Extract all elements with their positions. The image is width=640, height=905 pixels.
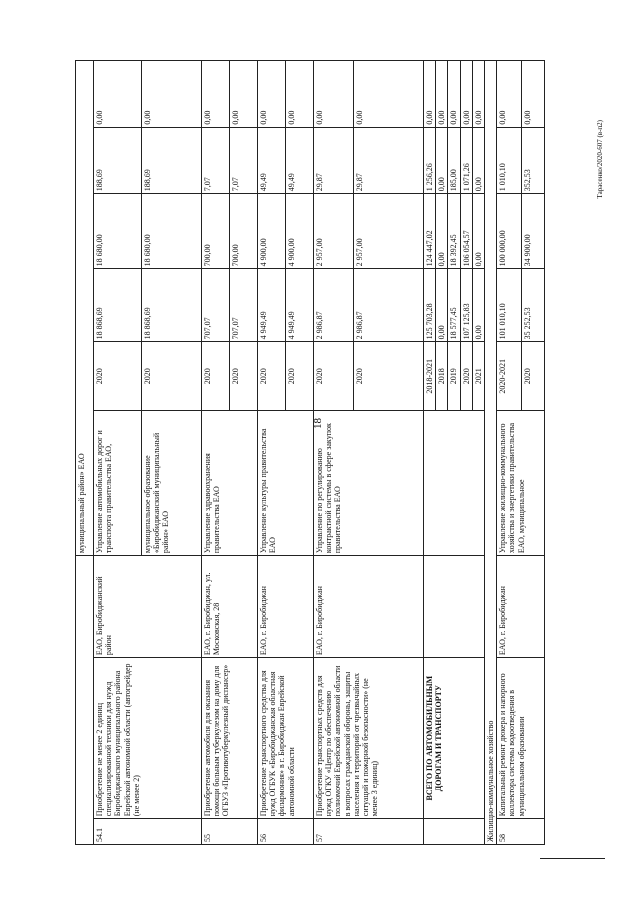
amount-federal: 0,00 — [436, 194, 448, 269]
row-number: 58 — [497, 819, 545, 845]
amount-other: 0,00 — [448, 61, 460, 128]
amount-federal: 18 680,00 — [94, 194, 142, 269]
amount-other: 0,00 — [142, 61, 202, 128]
section-row — [484, 61, 496, 845]
row-number: 56 — [258, 819, 314, 845]
amount-federal: 2 957,00 — [354, 194, 424, 269]
amount-federal: 124 447,02 — [424, 194, 436, 269]
table-row — [258, 61, 286, 845]
year: 2020 — [460, 342, 472, 411]
amount-other: 0,00 — [436, 61, 448, 128]
executor: Управление по регулированию контрактной системы в сфере закупок правительства ЕАО — [314, 411, 424, 556]
page-number: 18 — [312, 418, 324, 429]
amount-total: 707,07 — [202, 269, 230, 342]
amount-federal: 0,00 — [472, 194, 484, 269]
amount-total: 107 125,83 — [460, 269, 472, 342]
section-header-continued: муниципальный район» ЕАО — [76, 61, 94, 556]
year: 2018 — [436, 342, 448, 411]
amount-total: 0,00 — [472, 269, 484, 342]
amount-total: 4 949,49 — [258, 269, 286, 342]
measure-name: Приобретение автомобиля для оказания помощи больным туберкулезом на дому для ОГБУЗ «Противотуберкулезный диспансер» — [202, 658, 258, 819]
year: 2020 — [94, 342, 142, 411]
amount-federal: 4 900,00 — [286, 194, 314, 269]
amount-total: 707,07 — [230, 269, 258, 342]
measure-name: Приобретение транспортных средств для нужд ОГКУ «Центр по обеспечению полномочий Еврейской автономной области в вопросах гражданской обороны, защиты населения и территорий от чрезвычайных ситуаций и пожарной безопасности» (не менее 3 единиц) — [314, 658, 424, 819]
amount-regional: 29,87 — [314, 127, 354, 194]
amount-regional: 352,53 — [522, 127, 545, 194]
amount-regional: 7,07 — [230, 127, 258, 194]
executor: Управление здравоохранения правительства ЕАО — [202, 411, 258, 556]
executor: Управление культуры правительства ЕАО — [258, 411, 314, 556]
amount-other: 0,00 — [94, 61, 142, 128]
amount-other: 0,00 — [230, 61, 258, 128]
executor: муниципальное образование «Биробиджанский муниципальный район» ЕАО — [142, 411, 202, 556]
amount-regional: 0,00 — [472, 127, 484, 194]
amount-other: 0,00 — [460, 61, 472, 128]
measure-name: Приобретение не менее 2 единиц специализированной техники для нужд Биробиджанского муниципального района Еврейской автономной области (автогрейдер (не менее 2) — [94, 658, 202, 819]
amount-other: 0,00 — [258, 61, 286, 128]
amount-total: 4 949,49 — [286, 269, 314, 342]
amount-total: 101 010,10 — [497, 269, 522, 342]
table-row — [76, 61, 94, 845]
table-row — [202, 61, 230, 845]
measure-name: Капитальный ремонт дюкера и напорного коллектора системы водоотведения в муниципальном образовании — [497, 658, 545, 819]
measure-name: Приобретение транспортного средства для нужд ОГБУК «Биробиджанская областная филармония» в г. Биробиджан Еврейской автономной области — [258, 658, 314, 819]
amount-federal: 106 054,57 — [460, 194, 472, 269]
amount-regional: 0,00 — [436, 127, 448, 194]
executor: Управление автомобильных дорог и транспорта правительства ЕАО, — [94, 411, 142, 556]
table-viewport — [75, 60, 533, 845]
amount-total: 2 986,87 — [354, 269, 424, 342]
year: 2020 — [314, 342, 354, 411]
amount-regional: 49,49 — [286, 127, 314, 194]
amount-total: 18 868,69 — [94, 269, 142, 342]
year: 2020 — [286, 342, 314, 411]
year: 2020 — [258, 342, 286, 411]
amount-total: 2 986,87 — [314, 269, 354, 342]
amount-other: 0,00 — [314, 61, 354, 128]
amount-other: 0,00 — [522, 61, 545, 128]
year: 2020 — [354, 342, 424, 411]
program-table — [75, 60, 545, 845]
table-row — [497, 61, 522, 845]
year: 2018-2021 — [424, 342, 436, 411]
amount-total: 125 703,28 — [424, 269, 436, 342]
location: ЕАО, г. Биробиджан, ул. Московская, 28 — [202, 556, 258, 658]
amount-total: 0,00 — [436, 269, 448, 342]
amount-federal: 2 957,00 — [314, 194, 354, 269]
year: 2021 — [472, 342, 484, 411]
amount-other: 0,00 — [424, 61, 436, 128]
year: 2019 — [448, 342, 460, 411]
amount-federal: 700,00 — [230, 194, 258, 269]
year: 2020 — [522, 342, 545, 411]
amount-other: 0,00 — [497, 61, 522, 128]
year: 2020-2021 — [497, 342, 522, 411]
page-footer-code: Тарасенко/2020-607 (в-п2) — [596, 120, 604, 199]
location: ЕАО, г. Биробиджан — [314, 556, 424, 658]
amount-federal: 100 000,00 — [497, 194, 522, 269]
amount-other: 0,00 — [286, 61, 314, 128]
amount-federal: 18 680,00 — [142, 194, 202, 269]
amount-other: 0,00 — [472, 61, 484, 128]
row-number: 54.1 — [94, 819, 202, 845]
total-label: ВСЕГО ПО АВТОМОБИЛЬНЫМ ДОРОГАМ И ТРАНСПОРТУ — [424, 658, 485, 819]
amount-regional: 1 071,26 — [460, 127, 472, 194]
amount-total: 18 868,69 — [142, 269, 202, 342]
location: ЕАО, г. Биробиджан — [258, 556, 314, 658]
executor: Управление жилищно-коммунального хозяйства и энергетики правительства ЕАО, муниципальное — [497, 411, 545, 556]
year: 2020 — [230, 342, 258, 411]
year: 2020 — [142, 342, 202, 411]
amount-total: 35 252,53 — [522, 269, 545, 342]
amount-federal: 34 900,00 — [522, 194, 545, 269]
amount-total: 18 577,45 — [448, 269, 460, 342]
amount-regional: 7,07 — [202, 127, 230, 194]
year: 2020 — [202, 342, 230, 411]
amount-regional: 49,49 — [258, 127, 286, 194]
amount-regional: 29,87 — [354, 127, 424, 194]
section-title: Жилищно-коммунальное хозяйство — [484, 61, 496, 845]
row-number: 55 — [202, 819, 258, 845]
amount-regional: 1 010,10 — [497, 127, 522, 194]
table-row — [94, 61, 142, 845]
amount-federal: 18 392,45 — [448, 194, 460, 269]
location: ЕАО, Биробиджанский район — [94, 556, 202, 658]
amount-federal: 700,00 — [202, 194, 230, 269]
bottom-rule — [540, 858, 605, 859]
total-row — [424, 61, 436, 845]
table-row — [314, 61, 354, 845]
amount-regional: 188,69 — [94, 127, 142, 194]
amount-regional: 1 256,26 — [424, 127, 436, 194]
row-number: 57 — [314, 819, 424, 845]
amount-regional: 185,00 — [448, 127, 460, 194]
location: ЕАО, г. Биробиджан — [497, 556, 545, 658]
amount-other: 0,00 — [202, 61, 230, 128]
amount-federal: 4 900,00 — [258, 194, 286, 269]
amount-other: 0,00 — [354, 61, 424, 128]
amount-regional: 188,69 — [142, 127, 202, 194]
